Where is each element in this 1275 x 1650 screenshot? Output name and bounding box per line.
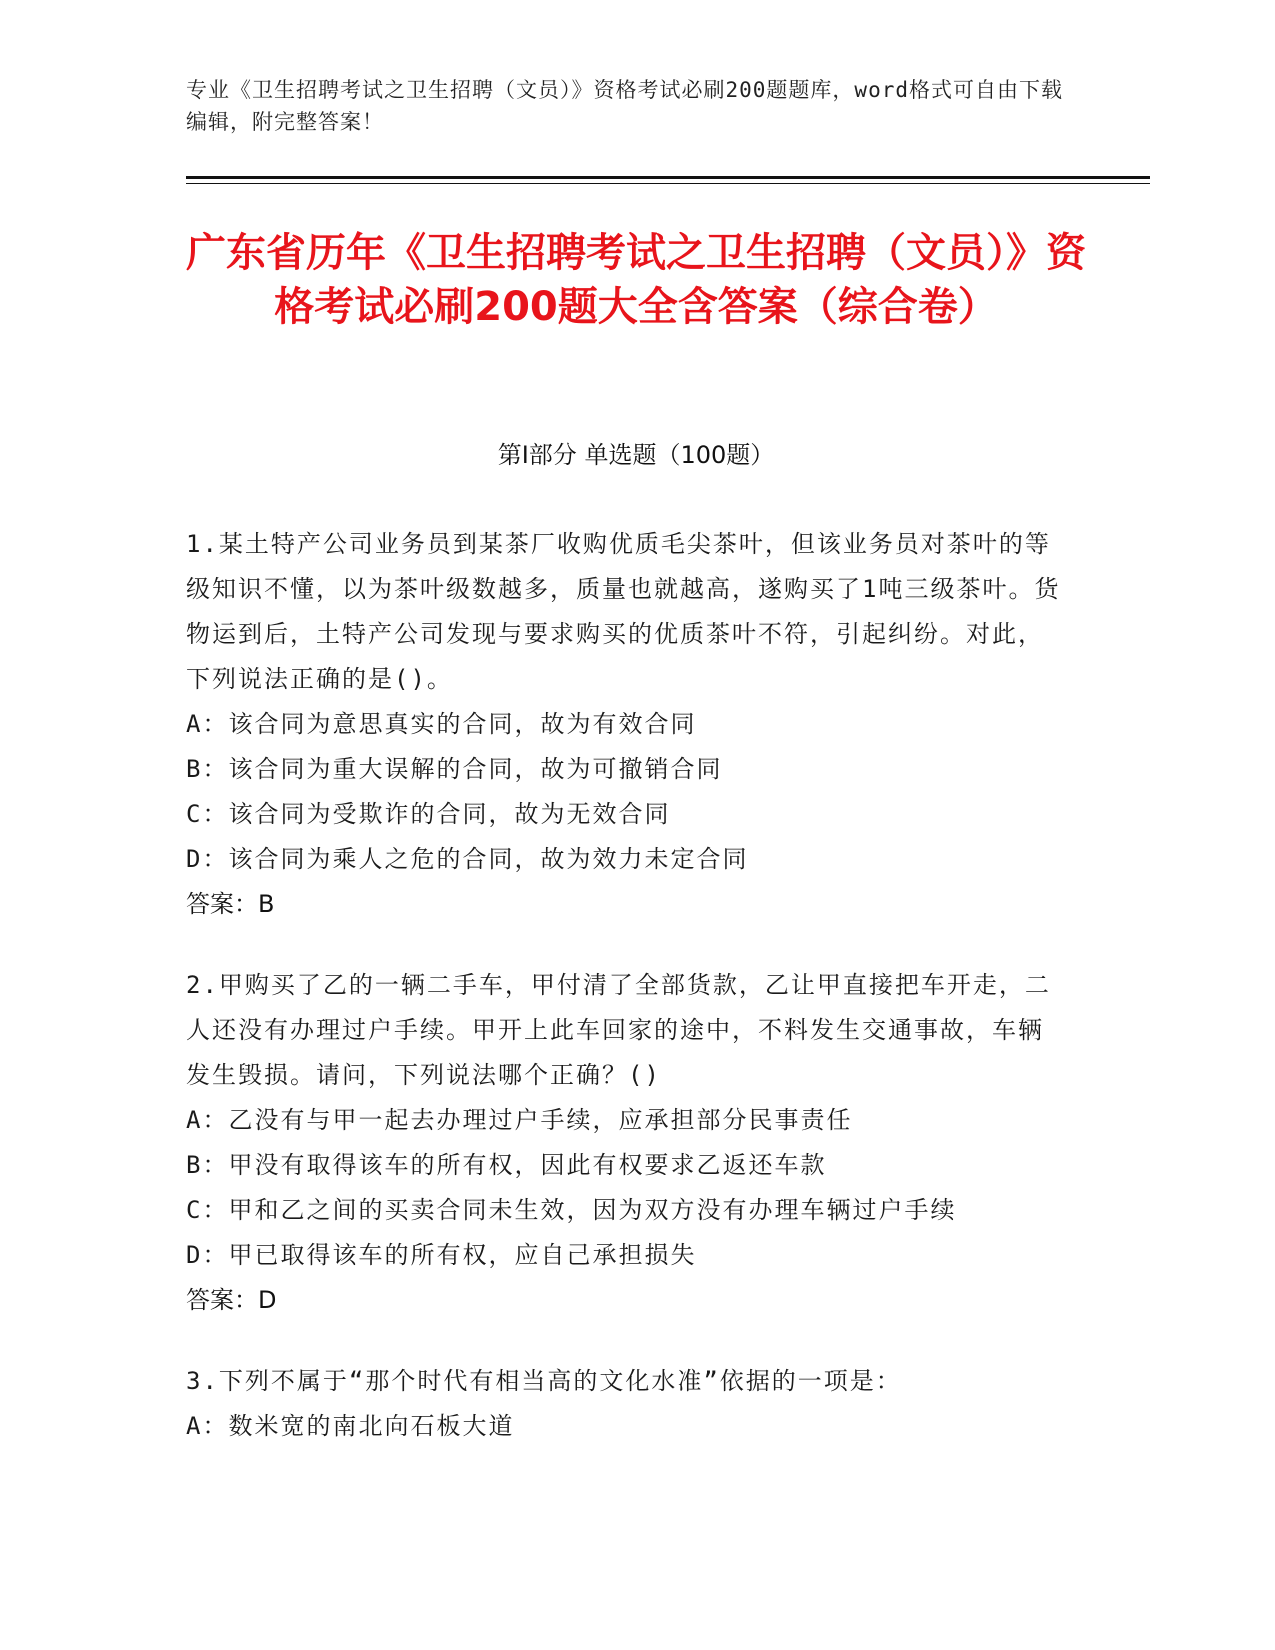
option-c: C：甲和乙之间的买卖合同未生效，因为双方没有办理车辆过户手续 (186, 1196, 957, 1224)
header-note: 专业《卫生招聘考试之卫生招聘（文员）》资格考试必刷200题题库，word格式可自由下载编辑，附完整答案！ (186, 78, 1063, 134)
option-d: D：该合同为乘人之危的合同，故为效力未定合同 (186, 845, 749, 873)
header-divider-thick (186, 176, 1150, 179)
header-divider-thin (186, 183, 1150, 184)
option-a: A：乙没有与甲一起去办理过户手续，应承担部分民事责任 (186, 1106, 853, 1134)
option-b: B：甲没有取得该车的所有权，因此有权要求乙返还车款 (186, 1151, 827, 1179)
document-title: 广东省历年《卫生招聘考试之卫生招聘（文员）》资格考试必刷200题大全含答案（综合卷） (186, 230, 1086, 330)
question-stem: 2.甲购买了乙的一辆二手车，甲付清了全部货款，乙让甲直接把车开走，二人还没有办理过户手续。甲开上此车回家的途中，不料发生交通事故，车辆发生毁损。请问，下列说法哪个正确？() (186, 971, 1051, 1089)
question-3 (186, 1359, 1066, 1449)
section-title: 第Ⅰ部分 单选题（100题） (497, 441, 775, 469)
option-a: A：数米宽的南北向石板大道 (186, 1412, 515, 1440)
question-list (186, 522, 1066, 1485)
question-stem: 1.某土特产公司业务员到某茶厂收购优质毛尖茶叶，但该业务员对茶叶的等级知识不懂，以为茶叶级数越多，质量也就越高，遂购买了1吨三级茶叶。货物运到后，土特产公司发现与要求购买的优质茶叶不符，引起纠纷。对此，下列说法正确的是()。 (186, 530, 1061, 693)
answer-label: 答案：D (186, 1286, 277, 1314)
question-2 (186, 963, 1066, 1323)
question-stem: 3.下列不属于“那个时代有相当高的文化水准”依据的一项是： (186, 1367, 902, 1395)
option-b: B：该合同为重大误解的合同，故为可撤销合同 (186, 755, 723, 783)
question-1 (186, 522, 1066, 927)
option-a: A：该合同为意思真实的合同，故为有效合同 (186, 710, 697, 738)
option-d: D：甲已取得该车的所有权，应自己承担损失 (186, 1241, 697, 1269)
option-c: C：该合同为受欺诈的合同，故为无效合同 (186, 800, 671, 828)
answer-label: 答案：B (186, 890, 275, 918)
